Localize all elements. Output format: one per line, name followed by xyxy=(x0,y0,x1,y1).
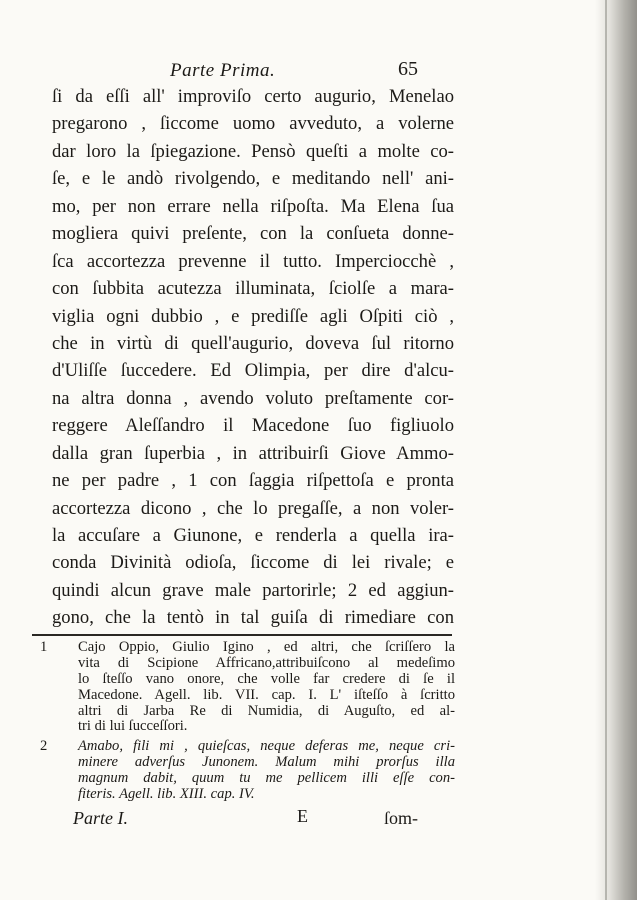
body-line: ſca accortezza prevenne il tutto. Imperciocchè , xyxy=(52,250,454,272)
footnote-1 xyxy=(40,640,455,735)
body-line: gono, che la tentò in tal guiſa di rimediare con xyxy=(52,607,454,629)
catchword: ſom- xyxy=(384,808,418,828)
body-line: che in virtù di quell'augurio, doveva ſul ritorno xyxy=(52,332,454,354)
page-edge-shadow xyxy=(595,0,637,900)
footnote-line: minere adverſus Junonem. Malum mihi prorſus illa xyxy=(78,754,455,771)
body-line: mogliera quivi preſente, con la conſueta donne- xyxy=(52,223,454,245)
footnote-line: fiteris. Agell. lib. XIII. cap. IV. xyxy=(78,786,255,803)
body-line: ſe, e le andò rivolgendo, e meditando nell' ani- xyxy=(52,168,454,190)
footnote-line: vita di Scipione Affricano,attribuiſcono al medeſimo xyxy=(78,654,455,671)
footnote-line: magnum dabit, quum tu me pellicem illi eſſe con- xyxy=(78,770,455,787)
footnote-line: Macedone. Agell. lib. VII. cap. I. L' iſteſſo à ſcritto xyxy=(78,686,455,703)
footnote-line: Amabo, fili mi , quieſcas, neque deferas me, neque cri- xyxy=(78,738,455,755)
footnote-line: Cajo Oppio, Giulio Igino , ed altri, che ſcriſſero la xyxy=(78,639,455,655)
body-line: pregarono , ſiccome uomo avveduto, a volerne xyxy=(52,113,454,135)
footnotes xyxy=(40,640,455,807)
footnote-marker: 1 xyxy=(40,639,48,655)
body-line: quindi alcun grave male partorirle; 2 ed aggiun- xyxy=(52,579,454,601)
page-edge-line xyxy=(605,0,607,900)
footnote-2 xyxy=(40,739,455,803)
body-line: mo, per non errare nella riſpoſta. Ma Elena ſua xyxy=(52,195,454,217)
footnote-rule xyxy=(32,634,452,636)
body-text xyxy=(52,83,454,632)
body-line: dar loro la ſpiegazione. Pensò queſti a molte co- xyxy=(52,140,454,162)
footnote-marker: 2 xyxy=(40,738,48,755)
signature-mark: Parte I. xyxy=(73,808,128,828)
running-head: Parte Prima. xyxy=(170,60,276,81)
footnote-line: altri di Jarba Re di Numidia, di Auguſto, ed al- xyxy=(78,702,455,719)
body-line: ne per padre , 1 con ſaggia riſpettoſa e pronta xyxy=(52,470,454,492)
footnote-line: lo ſteſſo vano onore, che volle far credere di ſe il xyxy=(78,670,455,687)
body-line: la accuſare a Giunone, e renderla a quella ira- xyxy=(52,525,454,546)
body-line: ſi da eſſi all' improviſo certo augurio, Menelao xyxy=(52,86,454,107)
body-line: reggere Aleſſandro il Macedone ſuo figliuolo xyxy=(52,415,454,437)
page-number: 65 xyxy=(398,58,418,80)
signature-letter: E xyxy=(297,806,308,826)
body-line: viglia ogni dubbio , e prediſſe agli Oſpiti ciò , xyxy=(52,305,454,327)
body-line: accortezza dicono , che lo pregaſſe, a non voler- xyxy=(52,497,454,519)
footnote-line: tri di lui ſucceſſori. xyxy=(78,718,188,735)
body-line: conda Divinità odioſa, ſiccome di lei rivale; e xyxy=(52,552,454,574)
body-line: con ſubbita acutezza illuminata, ſciolſe a mara- xyxy=(52,278,454,300)
body-line: na altra donna , avendo voluto preſtamente cor- xyxy=(52,387,454,409)
body-line: d'Uliſſe ſuccedere. Ed Olimpia, per dire d'alcu- xyxy=(52,360,454,382)
body-line: dalla gran ſuperbia , in attribuirſi Giove Ammo- xyxy=(52,442,454,464)
